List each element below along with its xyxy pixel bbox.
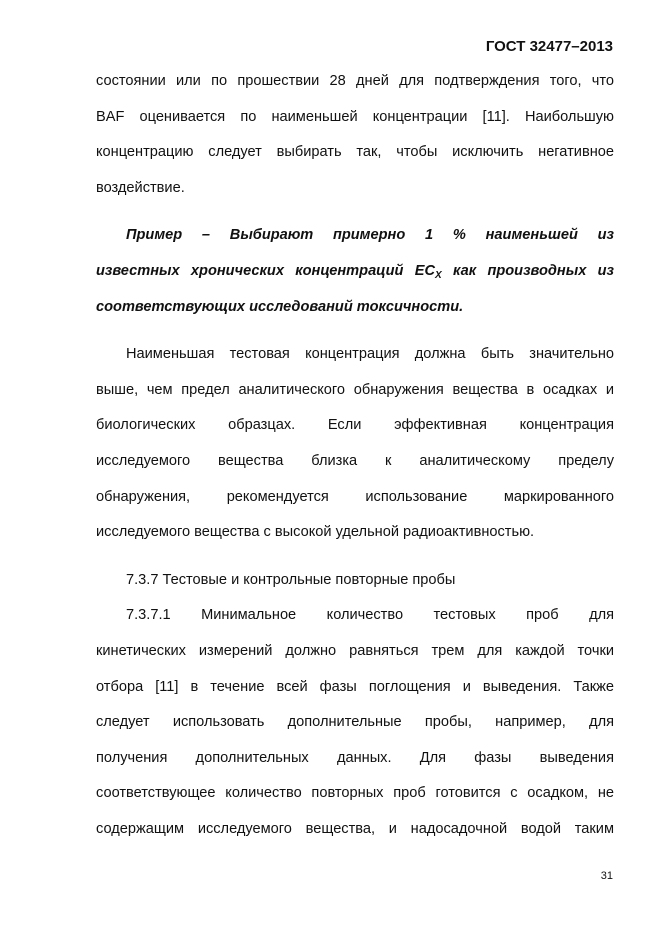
- paragraph-line: концентрацию следует выбирать так, чтобы исключить негативное: [96, 144, 614, 161]
- paragraph-line: отбора [11] в течение всей фазы поглощения и выведения. Также: [96, 678, 614, 695]
- paragraph-line: следует использовать дополнительные пробы, например, для: [96, 714, 614, 731]
- paragraph-line: соответствующее количество повторных проб готовится с осадком, не: [96, 785, 614, 802]
- paragraph-line: обнаружения, рекомендуется использование маркированного: [96, 488, 614, 505]
- paragraph-line: Наименьшая тестовая концентрация должна быть значительно: [126, 346, 614, 363]
- paragraph-line: BAF оценивается по наименьшей концентрации [11]. Наибольшую: [96, 108, 614, 125]
- document-standard-number: ГОСТ 32477–2013: [485, 38, 613, 55]
- paragraph-line: получения дополнительных данных. Для фазы выведения: [96, 749, 614, 766]
- page-body: [96, 69, 614, 852]
- section-heading: 7.3.7 Тестовые и контрольные повторные пробы: [126, 571, 456, 588]
- paragraph-line: исследуемого вещества с высокой удельной радиоактивностью.: [96, 524, 535, 541]
- paragraph-line: выше, чем предел аналитического обнаружения вещества в осадках и: [96, 381, 614, 398]
- example-line: Пример – Выбирают примерно 1 % наименьшей из: [126, 227, 614, 244]
- example-line: известных хронических концентраций $EC_X$ как производных из: [96, 262, 615, 281]
- paragraph-line: кинетических измерений должно равняться трем для каждой точки: [96, 642, 614, 659]
- paragraph-line: 7.3.7.1 Минимальное количество тестовых проб для: [126, 607, 614, 624]
- subscript-x: X: [435, 269, 442, 281]
- paragraph-line: воздействие.: [96, 179, 185, 196]
- page-number: 31: [600, 870, 613, 882]
- paragraph-line: биологических образцах. Если эффективная концентрация: [96, 417, 614, 434]
- paragraph-line: содержащим исследуемого вещества, и надосадочной водой таким: [96, 820, 614, 837]
- paragraph-line: исследуемого вещества близка к аналитическому пределу: [96, 452, 614, 469]
- paragraph-line: состоянии или по прошествии 28 дней для подтверждения того, что: [96, 73, 614, 89]
- example-line: соответствующих исследований токсичности.: [96, 298, 464, 315]
